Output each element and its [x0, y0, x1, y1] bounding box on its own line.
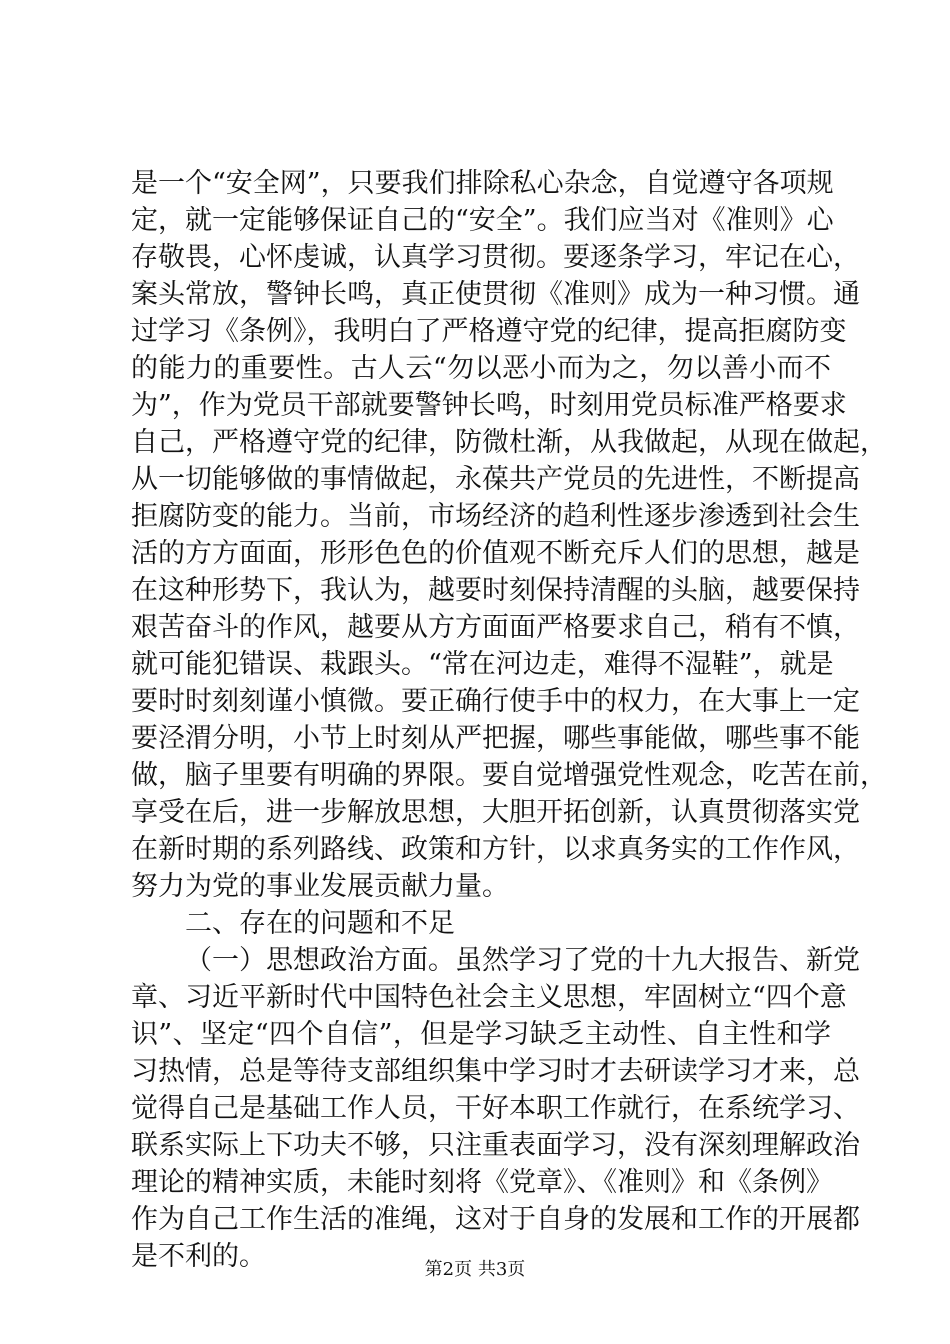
text-line: 章、习近平新时代中国特色社会主义思想，牢固树立“四个意: [131, 982, 847, 1013]
text-line: 努力为党的事业发展贡献力量。: [131, 871, 509, 902]
text-line: 就可能犯错误、栽跟头。“常在河边走，难得不湿鞋”，就是: [131, 649, 834, 680]
text-line: 自己，严格遵守党的纪律，防微杜渐，从我做起，从现在做起，: [131, 427, 887, 458]
text-line: 过学习《条例》，我明白了严格遵守党的纪律，提高拒腐防变: [131, 316, 847, 347]
text-line: 要时时刻刻谨小慎微。要正确行使手中的权力，在大事上一定: [131, 686, 860, 717]
text-line: 的能力的重要性。古人云“勿以恶小而为之，勿以善小而不: [131, 353, 831, 384]
text-line: 案头常放，警钟长鸣，真正使贯彻《准则》成为一种习惯。通: [131, 279, 860, 310]
text-line: 从一切能够做的事情做起，永葆共产党员的先进性，不断提高: [131, 464, 860, 495]
text-line: 在这种形势下，我认为，越要时刻保持清醒的头脑，越要保持: [131, 575, 860, 606]
text-line: 理论的精神实质，未能时刻将《党章》、《准则》和《条例》: [131, 1167, 833, 1198]
text-line: 作为自己工作生活的准绳，这对于自身的发展和工作的开展都: [131, 1204, 860, 1235]
text-line: 要泾渭分明，小节上时刻从严把握，哪些事能做，哪些事不能: [131, 723, 860, 754]
text-line: 识”、坚定“四个自信”，但是学习缺乏主动性、自主性和学: [131, 1019, 831, 1050]
section-heading: 二、存在的问题和不足: [185, 908, 455, 939]
text-line: 存敬畏，心怀虔诚，认真学习贯彻。要逐条学习，牢记在心，: [131, 242, 860, 273]
text-line: 做，脑子里要有明确的界限。要自觉增强党性观念，吃苦在前，: [131, 760, 887, 791]
text-line: 联系实际上下功夫不够，只注重表面学习，没有深刻理解政治: [131, 1130, 860, 1161]
page-number-footer: 第2页 共3页: [424, 1259, 526, 1280]
text-line: 是一个“安全网”，只要我们排除私心杂念，自觉遵守各项规: [131, 168, 834, 199]
text-line: 定，就一定能够保证自己的“安全”。我们应当对《准则》心: [131, 205, 834, 236]
text-line: 觉得自己是基础工作人员，干好本职工作就行，在系统学习、: [131, 1093, 860, 1124]
text-line: 享受在后，进一步解放思想，大胆开拓创新，认真贯彻落实党: [131, 797, 860, 828]
text-line: 为”，作为党员干部就要警钟长鸣，时刻用党员标准严格要求: [131, 390, 847, 421]
text-line: 拒腐防变的能力。当前，市场经济的趋利性逐步渗透到社会生: [131, 501, 860, 532]
text-line: 在新时期的系列路线、政策和方针，以求真务实的工作作风，: [131, 834, 860, 865]
text-line: 艰苦奋斗的作风，越要从方方面面严格要求自己，稍有不慎，: [131, 612, 860, 643]
text-line: 活的方方面面，形形色色的价值观不断充斥人们的思想，越是: [131, 538, 860, 569]
text-line: 习热情，总是等待支部组织集中学习时才去研读学习才来，总: [131, 1056, 860, 1087]
text-line: 是不利的。: [131, 1241, 266, 1272]
text-line: （一）思想政治方面。虽然学习了党的十九大报告、新党: [185, 945, 860, 976]
